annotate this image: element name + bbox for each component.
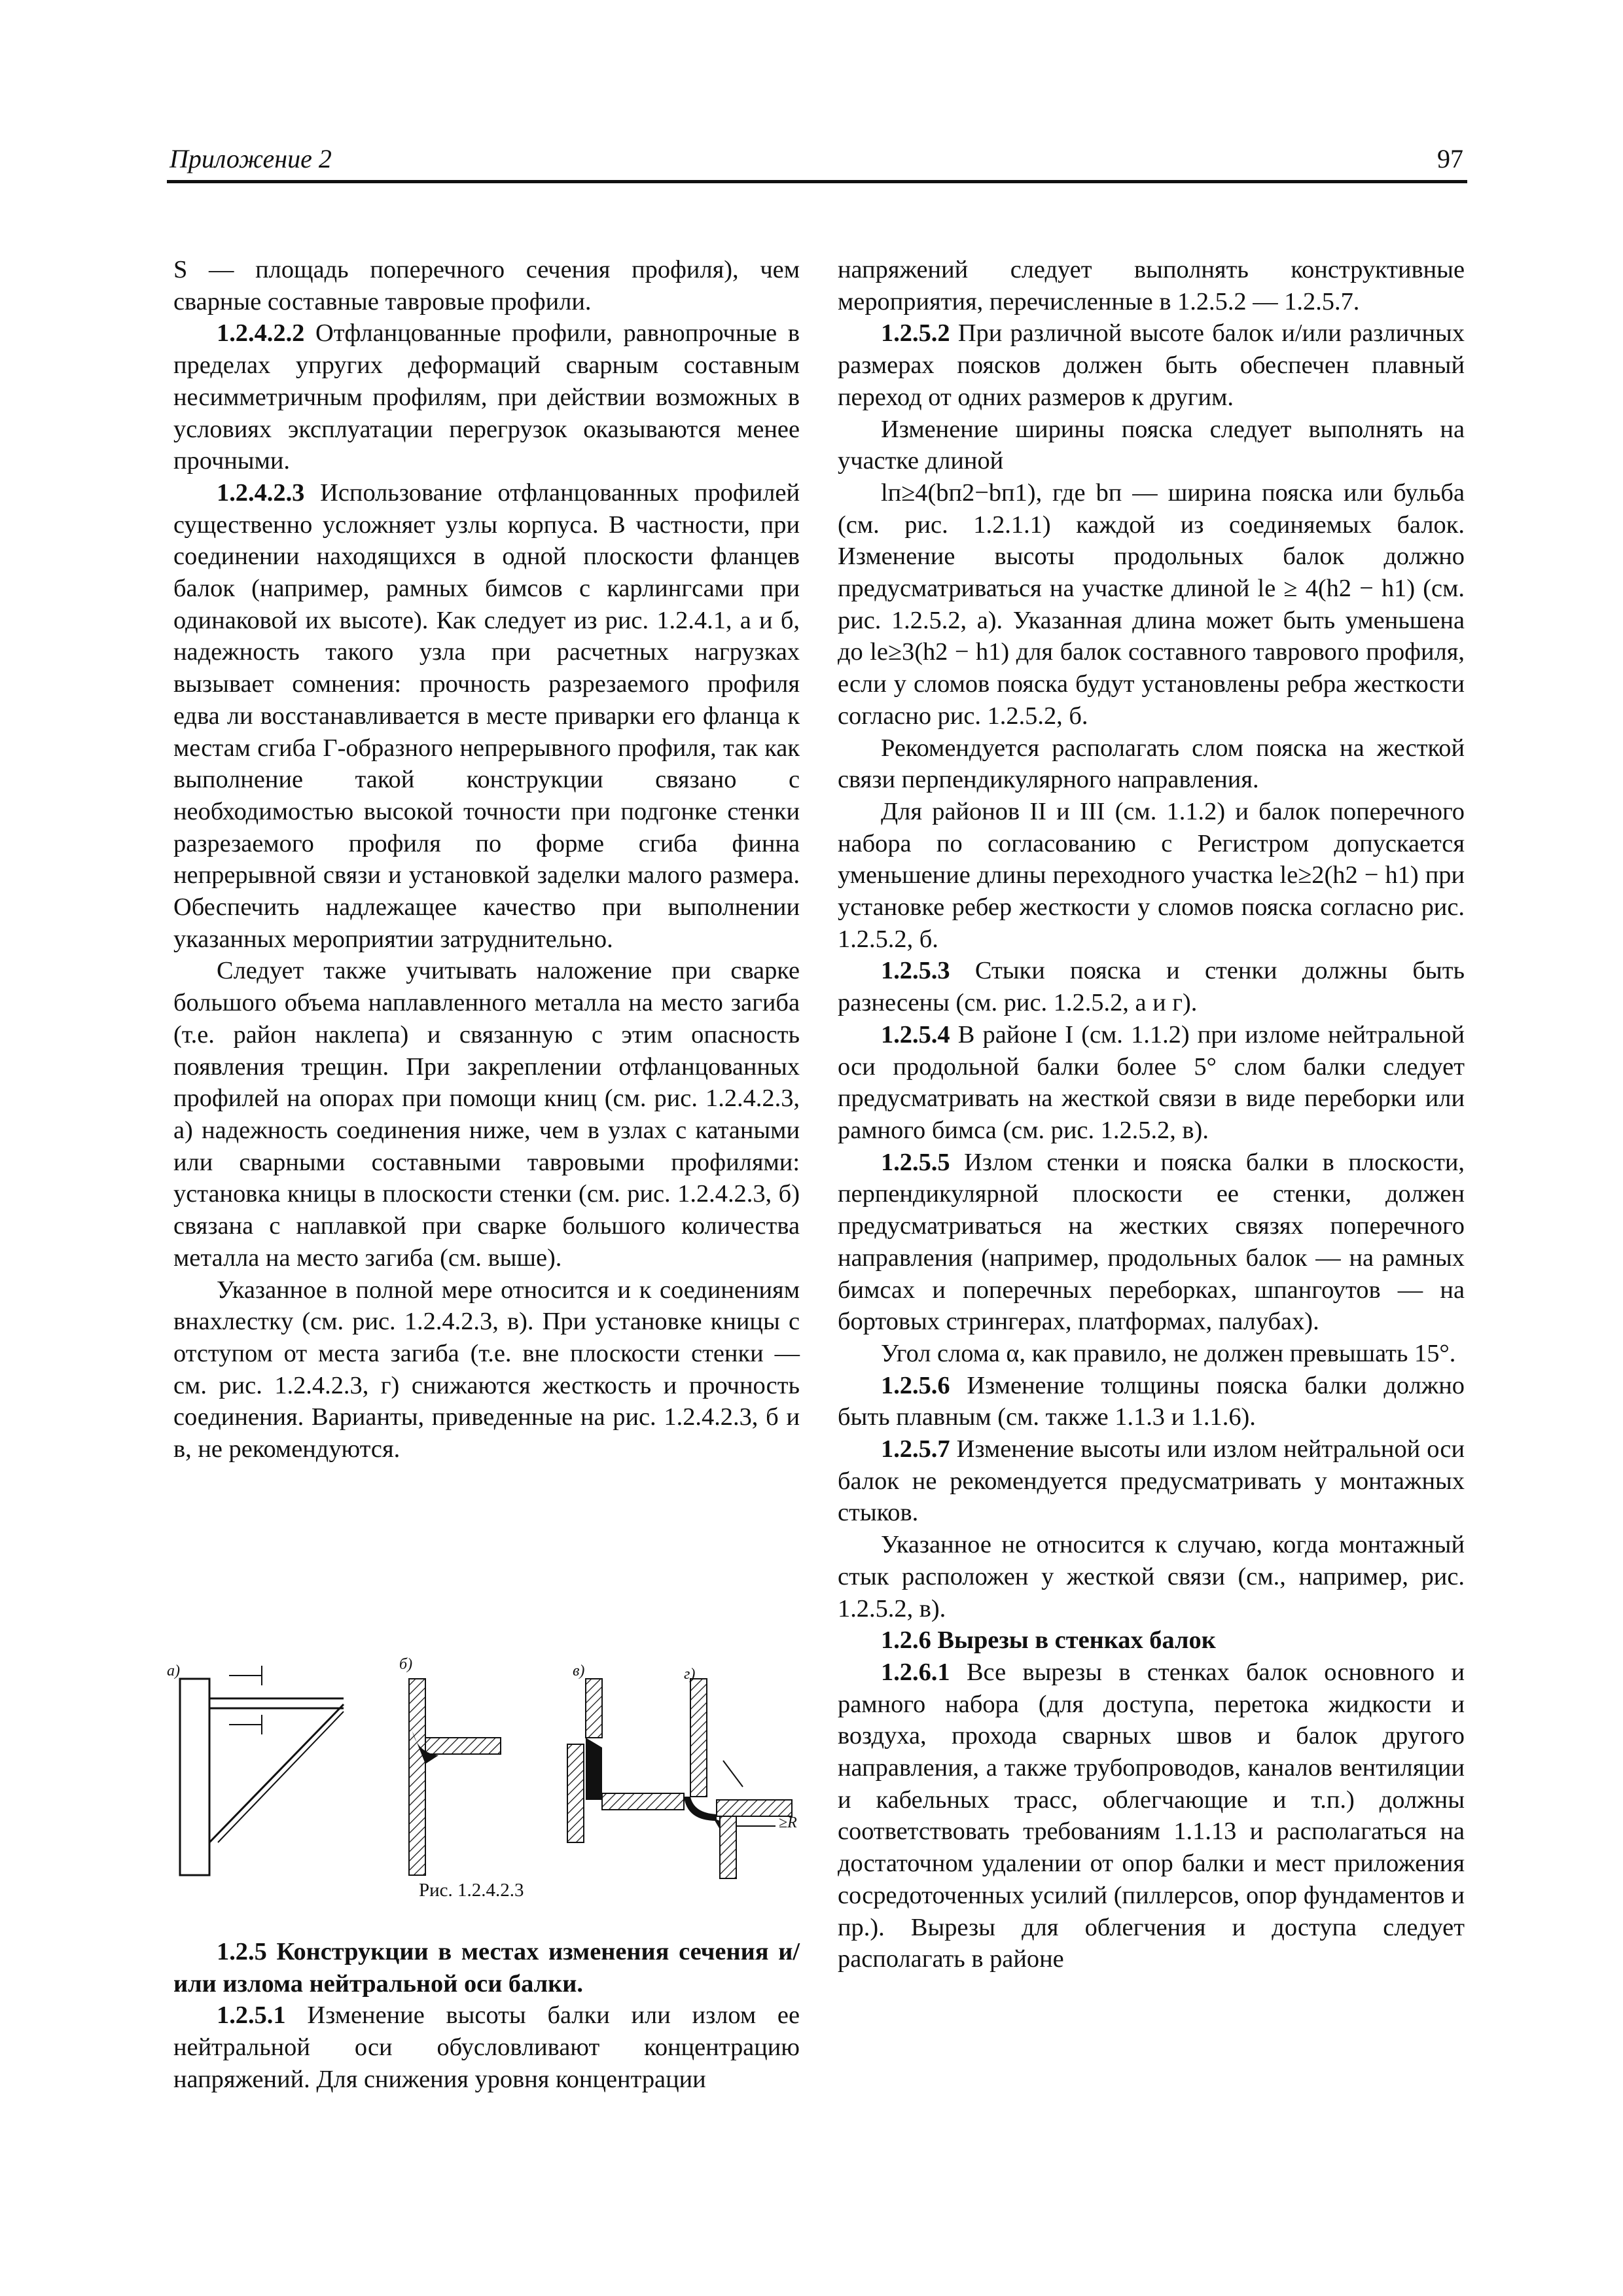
figure-dim-label: ≥R	[779, 1814, 797, 1831]
paragraph-1-2-5-4: 1.2.5.4 В районе I (см. 1.1.2) при изломе нейтральной оси продольной балки более 5° слом балки следует предусматривать на жесткой связи в виде переборки или рамного бимса (см. рис. 1.2.5.2, в).	[838, 1020, 1465, 1144]
section-heading-1-2-5: 1.2.5 Конструкции в местах изменения сечения и/или излома нейтральной оси балки.	[173, 1938, 800, 1998]
header-title: Приложение 2	[169, 144, 332, 173]
paragraph-1-2-5-6: 1.2.5.6 Изменение толщины пояска балки должно быть плавным (см. также 1.1.3 и 1.1.6).	[838, 1371, 1465, 1431]
figure-drawing	[167, 1649, 802, 1885]
paragraph-1-2-5-1: 1.2.5.1 Изменение высоты балки или излом ее нейтральной оси обусловливают концентрацию напряжений. Для снижения уровня концентрации	[173, 2001, 800, 2093]
figure-variant-g	[684, 1679, 792, 1878]
paragraph-1-2-5-7: 1.2.5.7 Изменение высоты или излом нейтральной оси балок не рекомендуется предусматривать у монтажных стыков.	[838, 1435, 1465, 1527]
paragraph-assembly-joint: Указанное не относится к случаю, когда монтажный стык расположен у жесткой связи (см., например, рис. 1.2.5.2, в).	[838, 1531, 1465, 1623]
paragraph-length-formula: lп≥4(bп2−bп1), где bп — ширина пояска или бульба (см. рис. 1.2.1.1) каждой из соединяемых балок. Изменение высоты продольных балок должно предусматриваться на участке длиной le ≥ 4(h2 − h1) (см. рис. 1.2.5.2, а). Указанная длина может быть уменьшена до le≥3(h2 − h1) для балок составного таврового профиля, если у сломов пояска будут установлены ребра жесткости согласно рис. 1.2.5.2, б.	[838, 478, 1465, 730]
figure-label-v: в)	[573, 1662, 585, 1679]
paragraph-1-2-5-2: 1.2.5.2 При различной высоте балок и/или различных размерах поясков должен быть обеспечен плавный переход от одних размеров к другим.	[838, 319, 1465, 411]
paragraph-s-area: S — площадь поперечного сечения профиля), чем сварные составные тавровые профили.	[173, 256, 800, 315]
paragraph-1-2-6-1: 1.2.6.1 Все вырезы в стенках балок основного и рамного набора (для доступа, перетока жидкости и воздуха, прохода сварных швов и балок другого направления, а также трубопроводов, каналов вентиляции и кабельных трасс, облегчающие и т.п.) должны соответствовать требованиям 1.1.13 и располагаться на достаточном удалении от опор балки и мест приложения сосредоточенных усилий (пиллерсов, опор фундаментов и пр.). Вырезы для облегчения и доступа следует располагать в районе	[838, 1658, 1465, 1973]
figure-label-b: б)	[399, 1656, 413, 1673]
paragraph-lap-joints: Указанное в полной мере относится и к соединениям внахлестку (см. рис. 1.2.4.2.3, в). При установке кницы с отступом от места загиба (т.е. вне плоскости стенки — см. рис. 1.2.4.2.3, г) снижаются жесткость и прочность соединения. Варианты, приведенные на рис. 1.2.4.2.3, б и в, не рекомендуются.	[173, 1276, 800, 1463]
figure-caption: Рис. 1.2.4.2.3	[419, 1880, 524, 1901]
figure-variant-b	[409, 1679, 501, 1875]
section-heading-1-2-6: 1.2.6 Вырезы в стенках балок	[881, 1626, 1216, 1655]
figure-variant-v	[567, 1679, 684, 1842]
left-column	[173, 254, 800, 1465]
figure-label-a: а)	[167, 1662, 180, 1679]
page-number: 97	[1437, 144, 1463, 173]
paragraph-1-2-4-2-2: 1.2.4.2.2 Отфланцованные профили, равнопрочные в пределах упругих деформаций сварным составным несимметричным профилям, при действии возможных в условиях эксплуатации перегрузок оказываются менее прочными.	[173, 319, 800, 475]
paragraph-continued: напряжений следует выполнять конструктивные мероприятия, перечисленные в 1.2.5.2 — 1.2.5.7.	[838, 256, 1465, 315]
right-column	[838, 254, 1465, 1975]
paragraph-1-2-5-5: 1.2.5.5 Излом стенки и пояска балки в плоскости, перпендикулярной плоскости ее стенки, должен предусматриваться на жестких связях поперечного направления (например, продольных балок — на рамных бимсах и поперечных переборках, шпангоутов — на бортовых стрингерах, платформах, палубах).	[838, 1148, 1465, 1336]
paragraph-1-2-4-2-3: 1.2.4.2.3 Использование отфланцованных профилей существенно усложняет узлы корпуса. В частности, при соединении находящихся в одной плоскости фланцев балок (например, рамных бимсов с карлингсами при одинаковой их высоте). Как следует из рис. 1.2.4.1, а и б, надежность такого узла при расчетных нагрузках вызывает сомнения: прочность разрезаемого профиля едва ли восстанавливается в месте приварки его фланца к местам сгиба Г-образного непрерывного профиля, так как выполнение такой конструкции связано с необходимостью высокой точности при подгонке стенки разрезаемого профиля по форме сгиба финна непрерывной связи и установкой заделки малого размера. Обеспечить надлежащее качество при выполнении указанных мероприятии затруднительно.	[173, 478, 800, 953]
figure-variant-a	[180, 1666, 344, 1875]
paragraph-angle: Угол слома α, как правило, не должен превышать 15°.	[881, 1339, 1456, 1367]
lower-left-section	[173, 1936, 800, 2096]
paragraph-flange-break: Рекомендуется располагать слом пояска на жесткой связи перпендикулярного направления.	[838, 734, 1465, 794]
paragraph-welding-note: Следует также учитывать наложение при сварке большого объема наплавленного металла на место загиба (т.е. район наклепа) и связанную с этим опасность появления трещин. При закреплении отфланцованных профилей на опорах при помощи книц (см. рис. 1.2.4.2.3, а) надежность соединения ниже, чем в узлах с катаными или сварными составными тавровыми профилями: установка кницы в плоскости стенки (см. рис. 1.2.4.2.3, б) связана с наплавкой при сварке большого количества металла на место загиба (см. выше).	[173, 957, 800, 1272]
paragraph-flange-width: Изменение ширины пояска следует выполнять на участке длиной	[838, 415, 1465, 475]
paragraph-1-2-5-3: 1.2.5.3 Стыки пояска и стенки должны быть разнесены (см. рис. 1.2.5.2, а и г).	[838, 957, 1465, 1017]
running-header	[167, 141, 1467, 183]
figure-label-g: г)	[684, 1666, 696, 1683]
paragraph-regions-2-3: Для районов II и III (см. 1.1.2) и балок поперечного набора по согласованию с Регистром допускается уменьшение длины переходного участка le≥2(h2 − h1) при установке ребер жесткости у сломов пояска согласно рис. 1.2.5.2, б.	[838, 797, 1465, 953]
